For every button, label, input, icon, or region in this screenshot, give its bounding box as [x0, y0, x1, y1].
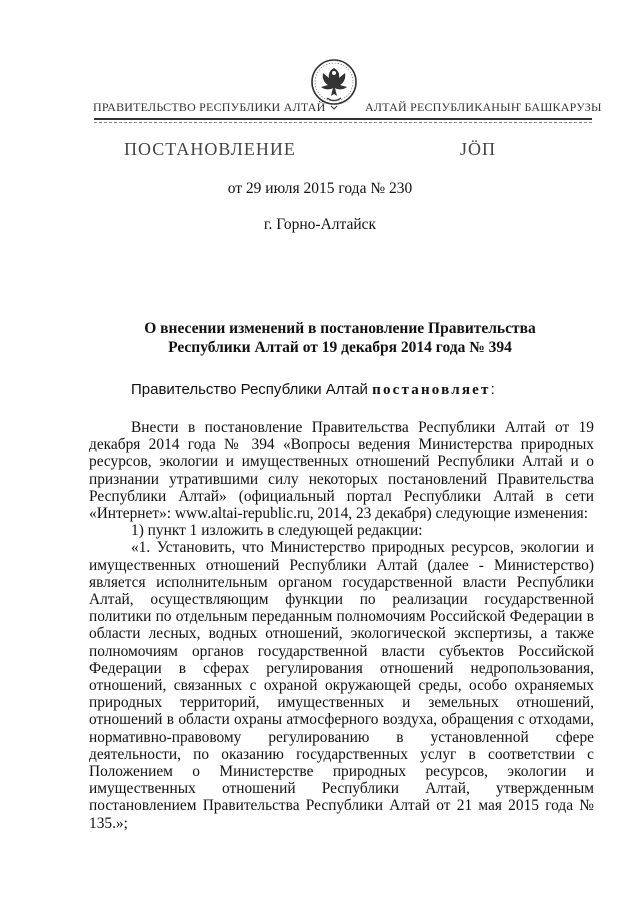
letterhead-divider-secondary [94, 122, 592, 123]
body-paragraph: «1. Установить, что Министерство природных ресурсов, экологии и имущественных отношений Республики Алтай (далее - Министерство) является исполнительным органом государственной власти Республики Алтай, осуществляющим функции по реализации государственной политики по отдельным переданным полномочиям Российской Федерации в области лесных, водных отношений, экологической экспертизы, а также полномочиям органов государственной власти субъектов Российской Федерации в сферах регулирования отношений недропользования, отношений, связанных с охраной окружающей среды, особо охраняемых природных территорий, имущественных и земельных отношений, отношений в области охраны атмосферного воздуха, обращения с отходами, нормативно-правовому регулированию в установленной сфере деятельности, по оказанию государственных услуг в соответствии с Положением о Министерстве природных ресурсов, экологии и имущественных отношений Республики Алтай, утвержденным постановлением Правительства Республики Алтай от 21 мая 2015 года № 135.»; [89, 539, 594, 832]
decree-date-number: от 29 июля 2015 года № 230 [227, 180, 413, 197]
government-name-russian: ПРАВИТЕЛЬСТВО РЕСПУБЛИКИ АЛТАЙ [93, 100, 326, 114]
decree-type-altai: JÖП [460, 139, 497, 159]
body-paragraph: Внести в постановление Правительства Республики Алтай от 19 декабря 2014 года № 394 «Вопросы ведения Министерства природных ресурсов, экологии и имущественных отношений Республики Алтай и о признании утратившими силу некоторых постановлений Правительства Республики Алтай» (официальный портал Республики Алтай в сети «Интернет»: www.altai-republic.ru, 2014, 23 декабря) следующие изменения: [89, 419, 594, 523]
preamble-subject: Правительство Республики Алтай [131, 381, 368, 398]
preamble-verb: постановляет [372, 382, 491, 398]
decree-title-line-2: Республики Алтай от 19 декабря 2014 года № 394 [168, 339, 512, 356]
body-paragraph: 1) пункт 1 изложить в следующей редакции: [131, 522, 423, 540]
decree-title-line-1: О внесении изменений в постановление Правительства [144, 320, 536, 337]
decree-city: г. Горно-Алтайск [263, 216, 377, 233]
decree-body [89, 419, 594, 832]
decree-type-russian: ПОСТАНОВЛЕНИЕ [124, 139, 296, 159]
preamble-colon: : [490, 381, 495, 398]
preamble [131, 381, 495, 399]
letterhead-divider [94, 118, 592, 120]
government-name-altai: АЛТАЙ РЕСПУБЛИКАНЫҤ БАШКАРУЗЫ [365, 100, 602, 114]
decree-title [80, 319, 600, 357]
